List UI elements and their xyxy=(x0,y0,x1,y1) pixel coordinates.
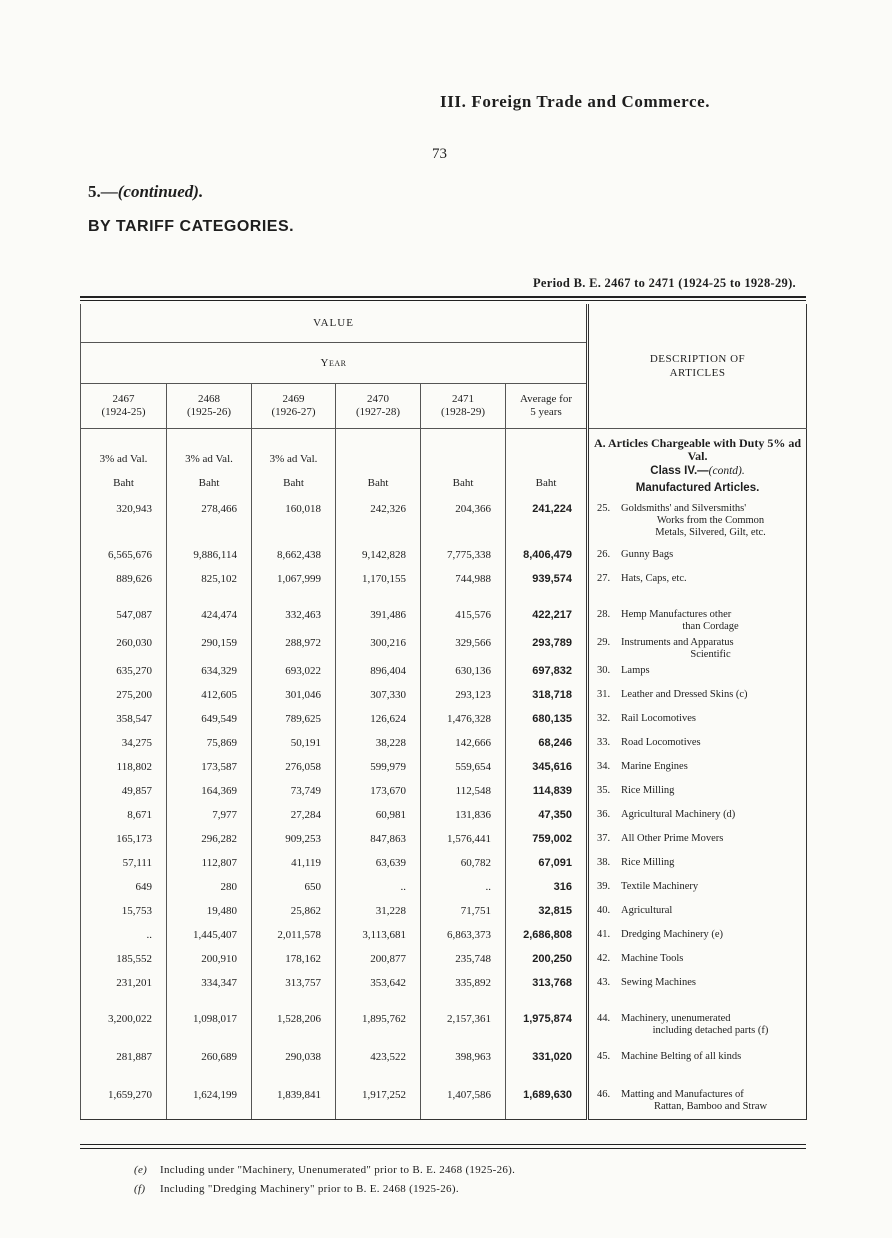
article-description xyxy=(588,733,807,757)
value-cell: 118,802 xyxy=(81,757,167,781)
value-cell: 242,326 xyxy=(336,499,421,545)
table-row xyxy=(81,1085,807,1119)
article-number: 37. xyxy=(597,833,611,844)
value-cell: 329,566 xyxy=(421,633,506,661)
value-cell: 278,466 xyxy=(167,499,252,545)
description-line: Gunny Bags xyxy=(621,549,674,560)
value-cell: 71,751 xyxy=(421,901,506,925)
value-cell: 2,011,578 xyxy=(252,925,336,949)
value-cell: 634,329 xyxy=(167,661,252,685)
table-row xyxy=(81,877,807,901)
value-cell: 1,895,762 xyxy=(336,1009,421,1047)
article-description xyxy=(588,545,807,569)
description-line: Machine Tools xyxy=(621,953,684,964)
average-cell: 318,718 xyxy=(506,685,588,709)
value-cell: 275,200 xyxy=(81,685,167,709)
duty-label xyxy=(336,429,420,465)
duty-label: 3% ad Val. xyxy=(185,453,233,465)
value-cell: 423,522 xyxy=(336,1047,421,1085)
value-cell: 235,748 xyxy=(421,949,506,973)
average-cell: 32,815 xyxy=(506,901,588,925)
average-cell: 345,616 xyxy=(506,757,588,781)
unit-label: Baht xyxy=(452,477,474,489)
duty-label: 3% ad Val. xyxy=(269,453,318,465)
footnote-text: Including under "Machinery, Unenumerated" prior to B. E. 2468 (1925-26). xyxy=(160,1164,516,1176)
description-line: Agricultural Machinery (d) xyxy=(621,809,736,820)
page-number: 73 xyxy=(432,146,447,162)
bottom-rule-secondary xyxy=(80,1148,806,1149)
article-description xyxy=(588,901,807,925)
value-cell: 60,782 xyxy=(421,853,506,877)
value-cell: 1,445,407 xyxy=(167,925,252,949)
article-description xyxy=(588,633,807,661)
value-cell: 649,549 xyxy=(167,709,252,733)
article-number: 39. xyxy=(597,881,611,892)
value-cell: 889,626 xyxy=(81,569,167,605)
year-be: 2470 xyxy=(367,393,389,405)
description-line: Rice Milling xyxy=(621,857,675,868)
year-ce: (1925-26) xyxy=(187,406,231,418)
value-cell: 173,587 xyxy=(167,757,252,781)
page-title: III. Foreign Trade and Commerce. xyxy=(440,92,711,111)
value-cell: 126,624 xyxy=(336,709,421,733)
year-column-header xyxy=(167,384,252,429)
description-line: Agricultural xyxy=(621,905,673,916)
value-cell: 185,552 xyxy=(81,949,167,973)
table-row xyxy=(81,733,807,757)
value-cell: 6,565,676 xyxy=(81,545,167,569)
value-cell: 412,605 xyxy=(167,685,252,709)
article-description xyxy=(588,1085,807,1119)
article-number: 41. xyxy=(597,929,611,940)
article-number: 27. xyxy=(597,573,611,584)
value-cell: 276,058 xyxy=(252,757,336,781)
value-cell: 260,030 xyxy=(81,633,167,661)
value-cell: 34,275 xyxy=(81,733,167,757)
average-cell: 759,002 xyxy=(506,829,588,853)
value-cell: 630,136 xyxy=(421,661,506,685)
year-column-header xyxy=(81,384,167,429)
article-description xyxy=(588,569,807,605)
table-row xyxy=(81,661,807,685)
value-cell: 415,576 xyxy=(421,605,506,633)
description-line: Hemp Manufactures other xyxy=(621,609,732,620)
value-cell: 200,910 xyxy=(167,949,252,973)
value-cell: 1,659,270 xyxy=(81,1085,167,1119)
article-description xyxy=(588,829,807,853)
year-be: 2467 xyxy=(112,393,135,405)
value-cell: 31,228 xyxy=(336,901,421,925)
unit-label: Baht xyxy=(113,477,134,489)
description-line: Dredging Machinery (e) xyxy=(621,929,724,940)
article-number: 45. xyxy=(597,1051,611,1062)
value-cell: 60,981 xyxy=(336,805,421,829)
section-class: Class IV.—(contd). xyxy=(650,465,745,477)
article-number: 44. xyxy=(597,1013,611,1024)
value-cell: 1,528,206 xyxy=(252,1009,336,1047)
value-cell: 1,098,017 xyxy=(167,1009,252,1047)
value-cell: 1,624,199 xyxy=(167,1085,252,1119)
article-number: 46. xyxy=(597,1089,611,1100)
value-cell: 635,270 xyxy=(81,661,167,685)
footnote-mark: (f) xyxy=(134,1183,146,1195)
average-cell: 1,975,874 xyxy=(506,1009,588,1047)
unit-cell xyxy=(167,429,252,500)
average-cell: 313,768 xyxy=(506,973,588,1009)
article-description xyxy=(588,1047,807,1085)
description-line: Hats, Caps, etc. xyxy=(621,573,687,584)
article-number: 43. xyxy=(597,977,611,988)
value-cell: 25,862 xyxy=(252,901,336,925)
unit-label: Baht xyxy=(367,477,389,489)
article-description xyxy=(588,781,807,805)
article-description xyxy=(588,805,807,829)
value-cell: 41,119 xyxy=(252,853,336,877)
value-cell: 1,067,999 xyxy=(252,569,336,605)
unit-label: Baht xyxy=(283,477,304,489)
value-cell: 424,474 xyxy=(167,605,252,633)
top-rule xyxy=(80,296,806,298)
value-cell: 300,216 xyxy=(336,633,421,661)
value-cell: 313,757 xyxy=(252,973,336,1009)
value-cell: 1,476,328 xyxy=(421,709,506,733)
table-row xyxy=(81,973,807,1009)
value-cell: 1,576,441 xyxy=(421,829,506,853)
unit-label: Baht xyxy=(535,477,557,489)
value-cell: 301,046 xyxy=(252,685,336,709)
article-description xyxy=(588,685,807,709)
value-cell: 358,547 xyxy=(81,709,167,733)
value-cell: 164,369 xyxy=(167,781,252,805)
article-number: 28. xyxy=(597,609,611,620)
value-cell: 909,253 xyxy=(252,829,336,853)
average-cell: 47,350 xyxy=(506,805,588,829)
value-cell: 398,963 xyxy=(421,1047,506,1085)
article-description xyxy=(588,709,807,733)
article-description xyxy=(588,949,807,973)
article-number: 42. xyxy=(597,953,611,964)
article-number: 34. xyxy=(597,761,611,772)
article-description xyxy=(588,605,807,633)
year-column-header xyxy=(252,384,336,429)
duty-label xyxy=(421,429,505,465)
average-cell: 697,832 xyxy=(506,661,588,685)
value-cell: 142,666 xyxy=(421,733,506,757)
table-row xyxy=(81,545,807,569)
unit-cell xyxy=(506,429,588,500)
average-cell: 241,224 xyxy=(506,499,588,545)
year-column-header xyxy=(421,384,506,429)
value-cell: 178,162 xyxy=(252,949,336,973)
footnote-f xyxy=(134,1183,459,1195)
value-cell: 9,142,828 xyxy=(336,545,421,569)
value-cell: 15,753 xyxy=(81,901,167,925)
description-line: Goldsmiths' and Silversmiths' xyxy=(621,503,747,514)
table-row xyxy=(81,901,807,925)
description-line: Machinery, unenumerated xyxy=(621,1013,731,1024)
value-cell: 2,157,361 xyxy=(421,1009,506,1047)
table-row xyxy=(81,805,807,829)
year-ce: (1924-25) xyxy=(101,406,146,418)
article-number: 25. xyxy=(597,503,611,514)
value-cell: 3,113,681 xyxy=(336,925,421,949)
year-be: 2468 xyxy=(198,393,220,405)
table-continued-label xyxy=(88,182,203,202)
value-cell: 290,038 xyxy=(252,1047,336,1085)
value-cell: 1,917,252 xyxy=(336,1085,421,1119)
value-cell: 260,689 xyxy=(167,1047,252,1085)
description-line: Instruments and Apparatus xyxy=(621,637,734,648)
description-line: Rice Milling xyxy=(621,785,675,796)
article-number: 33. xyxy=(597,737,611,748)
average-cell: 68,246 xyxy=(506,733,588,757)
average-cell: 680,135 xyxy=(506,709,588,733)
article-number: 40. xyxy=(597,905,611,916)
article-description xyxy=(588,661,807,685)
value-cell: 19,480 xyxy=(167,901,252,925)
average-cell: 1,689,630 xyxy=(506,1085,588,1119)
unit-cell xyxy=(252,429,336,500)
article-description xyxy=(588,499,807,545)
average-cell: 2,686,808 xyxy=(506,925,588,949)
article-description xyxy=(588,877,807,901)
description-line: Matting and Manufactures of xyxy=(621,1089,744,1100)
description-line: Sewing Machines xyxy=(621,977,696,988)
table-row xyxy=(81,499,807,545)
value-header: VALUE xyxy=(81,304,588,343)
value-cell: 200,877 xyxy=(336,949,421,973)
top-rule-secondary xyxy=(80,300,806,301)
value-cell: 50,191 xyxy=(252,733,336,757)
article-description xyxy=(588,925,807,949)
unit-label: Baht xyxy=(198,477,220,489)
year-be: 2471 xyxy=(452,393,474,405)
table-row xyxy=(81,605,807,633)
value-cell: 165,173 xyxy=(81,829,167,853)
value-cell: 391,486 xyxy=(336,605,421,633)
article-number: 30. xyxy=(597,665,611,676)
value-cell: 1,839,841 xyxy=(252,1085,336,1119)
article-description xyxy=(588,853,807,877)
value-cell: 290,159 xyxy=(167,633,252,661)
table-row xyxy=(81,949,807,973)
value-cell: 57,111 xyxy=(81,853,167,877)
unit-cell xyxy=(421,429,506,500)
value-cell: 320,943 xyxy=(81,499,167,545)
value-cell: 825,102 xyxy=(167,569,252,605)
value-cell: 650 xyxy=(252,877,336,901)
description-line: Rattan, Bamboo and Straw xyxy=(653,1101,768,1112)
value-cell: 27,284 xyxy=(252,805,336,829)
value-cell: 693,022 xyxy=(252,661,336,685)
value-cell: 847,863 xyxy=(336,829,421,853)
description-header: DESCRIPTION OF ARTICLES xyxy=(588,304,807,429)
value-cell: 7,977 xyxy=(167,805,252,829)
period-label: Period B. E. 2467 to 2471 (1924-25 to 1928-29). xyxy=(532,276,796,290)
average-cell: 316 xyxy=(506,877,588,901)
year-ce: (1927-28) xyxy=(356,406,400,418)
description-line: Rail Locomotives xyxy=(621,713,696,724)
continued-word: (continued). xyxy=(117,182,204,201)
year-ce: (1926-27) xyxy=(271,406,316,418)
value-cell: 744,988 xyxy=(421,569,506,605)
table-row xyxy=(81,853,807,877)
article-number: 36. xyxy=(597,809,611,820)
value-cell: 3,200,022 xyxy=(81,1009,167,1047)
article-description xyxy=(588,1009,807,1047)
value-cell: 112,548 xyxy=(421,781,506,805)
description-line: Lamps xyxy=(621,665,650,676)
value-cell: 6,863,373 xyxy=(421,925,506,949)
section-manufactured: Manufactured Articles. xyxy=(635,482,760,494)
value-cell: 7,775,338 xyxy=(421,545,506,569)
value-cell: 288,972 xyxy=(252,633,336,661)
value-cell: 160,018 xyxy=(252,499,336,545)
table-row xyxy=(81,829,807,853)
table-row xyxy=(81,925,807,949)
table-row xyxy=(81,633,807,661)
table-subtitle: BY TARIFF CATEGORIES. xyxy=(88,218,295,235)
value-cell: 789,625 xyxy=(252,709,336,733)
average-cell: 67,091 xyxy=(506,853,588,877)
value-cell: .. xyxy=(81,925,167,949)
description-line: Textile Machinery xyxy=(621,881,699,892)
value-cell: 38,228 xyxy=(336,733,421,757)
value-cell: 9,886,114 xyxy=(167,545,252,569)
value-cell: 73,749 xyxy=(252,781,336,805)
average-cell: 422,217 xyxy=(506,605,588,633)
value-cell: 8,671 xyxy=(81,805,167,829)
value-cell: 280 xyxy=(167,877,252,901)
value-cell: 293,123 xyxy=(421,685,506,709)
footnote-mark: (e) xyxy=(134,1164,148,1176)
value-cell: 1,170,155 xyxy=(336,569,421,605)
section-heading xyxy=(588,429,807,500)
table-row xyxy=(81,685,807,709)
table-row xyxy=(81,1009,807,1047)
value-cell: 332,463 xyxy=(252,605,336,633)
year-header: Year xyxy=(81,343,588,384)
table-row xyxy=(81,1047,807,1085)
description-line: Marine Engines xyxy=(621,761,688,772)
table-number: 5.— xyxy=(88,182,118,201)
table-row xyxy=(81,569,807,605)
value-cell: 63,639 xyxy=(336,853,421,877)
article-number: 31. xyxy=(597,689,611,700)
value-cell: 296,282 xyxy=(167,829,252,853)
value-cell: 334,347 xyxy=(167,973,252,1009)
footnote-text: Including "Dredging Machinery" prior to B. E. 2468 (1925-26). xyxy=(160,1183,459,1195)
value-cell: 649 xyxy=(81,877,167,901)
value-cell: 49,857 xyxy=(81,781,167,805)
average-cell: 114,839 xyxy=(506,781,588,805)
value-cell: 547,087 xyxy=(81,605,167,633)
description-line: Leather and Dressed Skins (c) xyxy=(621,689,748,700)
value-cell: 353,642 xyxy=(336,973,421,1009)
article-number: 32. xyxy=(597,713,611,724)
unit-cell xyxy=(81,429,167,500)
value-cell: 204,366 xyxy=(421,499,506,545)
table-row xyxy=(81,781,807,805)
article-number: 35. xyxy=(597,785,611,796)
value-cell: 173,670 xyxy=(336,781,421,805)
duty-label xyxy=(506,429,586,465)
average-cell: 939,574 xyxy=(506,569,588,605)
article-number: 26. xyxy=(597,549,611,560)
description-line: Machine Belting of all kinds xyxy=(621,1051,742,1062)
duty-label: 3% ad Val. xyxy=(99,453,148,465)
value-cell: 75,869 xyxy=(167,733,252,757)
year-column-header xyxy=(336,384,421,429)
footnote-e xyxy=(134,1164,515,1176)
value-cell: 599,979 xyxy=(336,757,421,781)
article-description xyxy=(588,973,807,1009)
year-ce: (1928-29) xyxy=(441,406,485,418)
trade-table xyxy=(80,304,807,1120)
table-row xyxy=(81,757,807,781)
description-line: including detached parts (f) xyxy=(652,1025,769,1036)
bottom-rule xyxy=(80,1144,806,1145)
table-row xyxy=(81,709,807,733)
unit-cell xyxy=(336,429,421,500)
value-cell: 896,404 xyxy=(336,661,421,685)
value-cell: 231,201 xyxy=(81,973,167,1009)
value-cell: .. xyxy=(421,877,506,901)
article-number: 29. xyxy=(597,637,611,648)
value-cell: 8,662,438 xyxy=(252,545,336,569)
value-cell: 112,807 xyxy=(167,853,252,877)
value-cell: 281,887 xyxy=(81,1047,167,1085)
description-line: Metals, Silvered, Gilt, etc. xyxy=(655,527,766,538)
average-cell: 200,250 xyxy=(506,949,588,973)
value-cell: .. xyxy=(336,877,421,901)
description-line: Scientific xyxy=(690,649,731,660)
description-line: Road Locomotives xyxy=(621,737,701,748)
value-cell: 335,892 xyxy=(421,973,506,1009)
description-line: All Other Prime Movers xyxy=(621,833,724,844)
article-number: 38. xyxy=(597,857,611,868)
value-cell: 1,407,586 xyxy=(421,1085,506,1119)
average-cell: 331,020 xyxy=(506,1047,588,1085)
year-be: 2469 xyxy=(282,393,305,405)
article-description xyxy=(588,757,807,781)
average-cell: 293,789 xyxy=(506,633,588,661)
value-cell: 131,836 xyxy=(421,805,506,829)
description-line: Works from the Common xyxy=(656,515,765,526)
section-a-title: A. Articles Chargeable with Duty 5% ad Val. xyxy=(594,436,802,463)
average-column-header: Average for 5 years xyxy=(506,384,588,429)
value-cell: 307,330 xyxy=(336,685,421,709)
value-cell: 559,654 xyxy=(421,757,506,781)
description-line: than Cordage xyxy=(682,621,739,632)
average-cell: 8,406,479 xyxy=(506,545,588,569)
